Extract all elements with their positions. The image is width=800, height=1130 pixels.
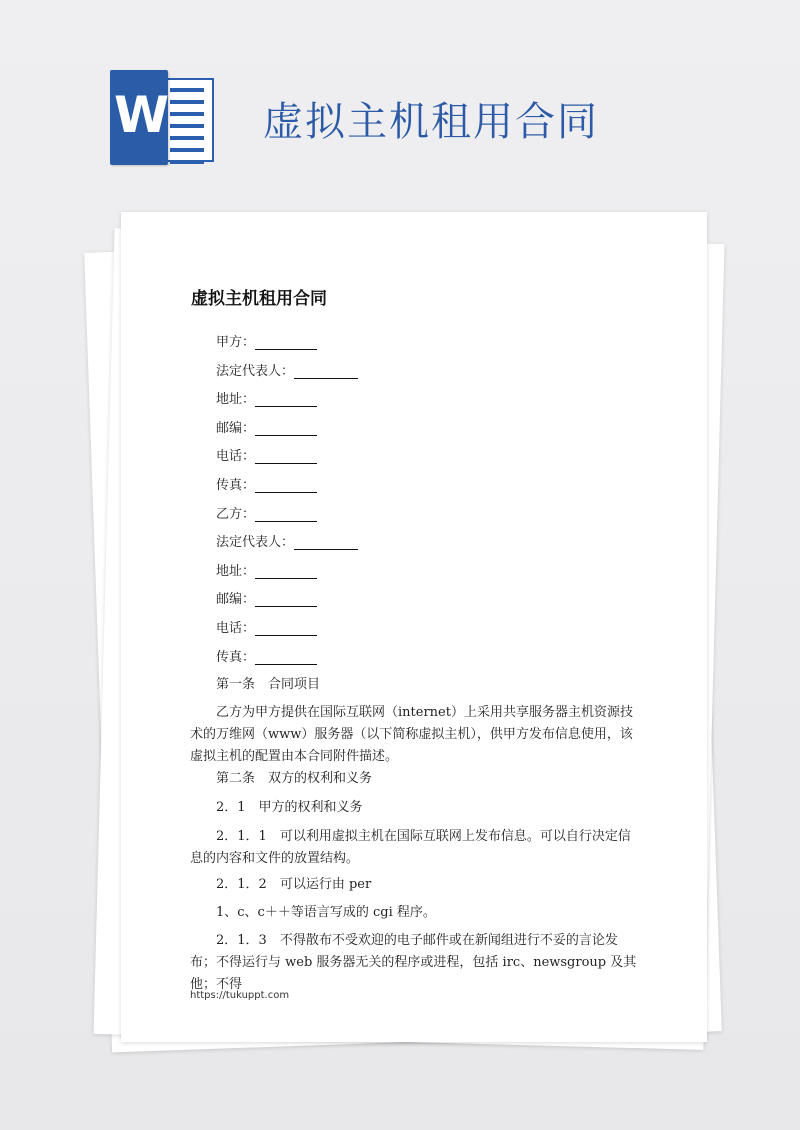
field-address-b: 地址： [216,560,317,579]
paragraph: 2．1．3 不得散布不受欢迎的电子邮件或在新闻组进行不妥的言论发布；不得运行与 web 服务器无关的程序或进程，包括 irc、newsgroup 及其他；不得 [190,933,637,992]
word-document-icon [110,70,215,165]
paragraph: 乙方为甲方提供在国际互联网（internet）上采用共享服务器主机资源技术的万维网（www）服务器（以下简称虚拟主机），供甲方发布信息使用，该虚拟主机的配置由本合同附件描述。 [190,705,633,764]
field-legal-rep-a: 法定代表人： [216,360,358,379]
footer-url: https://tukuppt.com [190,990,290,1001]
field-phone-b: 电话： [216,617,317,636]
field-party-b: 乙方： [216,503,317,522]
field-party-a: 甲方： [216,331,317,350]
subsection-heading: 2．1 甲方的权利和义务 [216,800,363,815]
word-badge [110,70,168,165]
section-heading: 第二条 双方的权利和义务 [216,771,373,786]
paragraph: 2．1．2 可以运行由 per [216,877,372,892]
field-legal-rep-b: 法定代表人： [216,531,358,550]
field-address-a: 地址： [216,388,317,407]
document-title: 虚拟主机租用合同 [191,289,327,309]
paragraph: 1、c、c＋＋等语言写成的 cgi 程序。 [216,905,436,920]
field-postcode-b: 邮编： [216,588,317,607]
section-heading: 第一条 合同项目 [216,677,321,692]
word-letter: W [114,86,170,144]
header-title: 虚拟主机租用合同 [263,99,599,145]
field-phone-a: 电话： [216,445,317,464]
field-postcode-a: 邮编： [216,417,317,436]
field-fax-a: 传真： [216,474,317,493]
paragraph: 2．1．1 可以利用虚拟主机在国际互联网上发布信息。可以自行决定信息的内容和文件的放置结构。 [190,829,631,866]
field-fax-b: 传真： [216,646,317,665]
